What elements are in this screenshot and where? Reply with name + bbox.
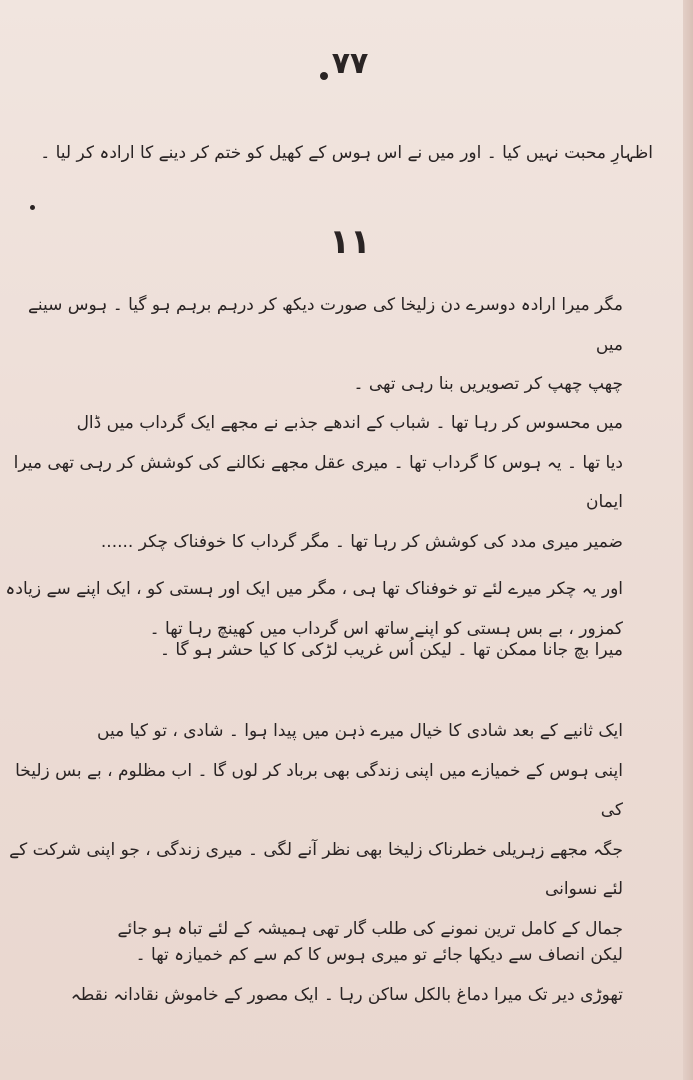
paragraph-7: لیکن انصاف سے دیکھا جائے تو میری ہوس کا کم سے کم خمیازہ تھا ۔ — [135, 945, 623, 965]
paragraph-3: میں محسوس کر رہا تھا ۔ شباب کے اندھے جذبے نے مجھے ایک گرداب میں ڈال دیا تھا ۔ یہ ہوس کا گرداب تھا ۔ میری عقل مجھے نکالنے کی کوشش کر رہی تھی میرا ایمان ضمیر میری مدد کی کوشش کر رہا تھا ۔ مگر گرداب کا خوفناک چکر ...... — [13, 413, 623, 552]
ink-dot — [30, 205, 35, 210]
page-edge — [683, 0, 693, 1080]
paragraph-1: اظہارِ محبت نہیں کیا ۔ اور میں نے اس ہوس کے کھیل کو ختم کر دینے کا ارادہ کر لیا ۔ — [40, 143, 653, 163]
ink-dot — [320, 72, 328, 80]
paragraph-5: میرا بچ جانا ممکن تھا ۔ لیکن اُس غریب لڑکی کا کیا حشر ہو گا ۔ — [159, 640, 623, 660]
paragraph-6: ایک ثانیے کے بعد شادی کا خیال میرے ذہن میں پیدا ہوا ۔ شادی ، تو کیا میں اپنی ہوس کے خمیازے میں اپنی زندگی بھی برباد کر لوں گا ۔ اب مظلوم ، بے بس زلیخا کی جگہ مجھے زہریلی خطرناک زلیخا بھی نظر آنے لگی ۔ میری زندگی ، جو اپنی شرکت کے لئے نسوانی جمال کے کامل ترین نمونے کی طلب گار تھی ہمیشہ کے لئے تباہ ہو جائے — [9, 721, 623, 939]
paragraph-2: مگر میرا ارادہ دوسرے دن زلیخا کی صورت دیکھ کر درہم برہم ہو گیا ۔ ہوس سینے میں چھپ چھپ کر تصویریں بنا رہی تھی ۔ — [27, 295, 623, 394]
page-number: ٧٧ — [331, 46, 369, 81]
paragraph-8: تھوڑی دیر تک میرا دماغ بالکل ساکن رہا ۔ ایک مصور کے خاموش نقادانہ نقطہ — [70, 985, 623, 1005]
paragraph-4: اور یہ چکر میرے لئے تو خوفناک تھا ہی ، مگر میں ایک اور ہستی کو ، ایک اپنے سے زیادہ کمزور ، بے بس ہستی کو اپنے ساتھ اس گرداب میں کھینچ رہا تھا ۔ — [5, 579, 623, 639]
section-number: ١١ — [329, 222, 371, 262]
